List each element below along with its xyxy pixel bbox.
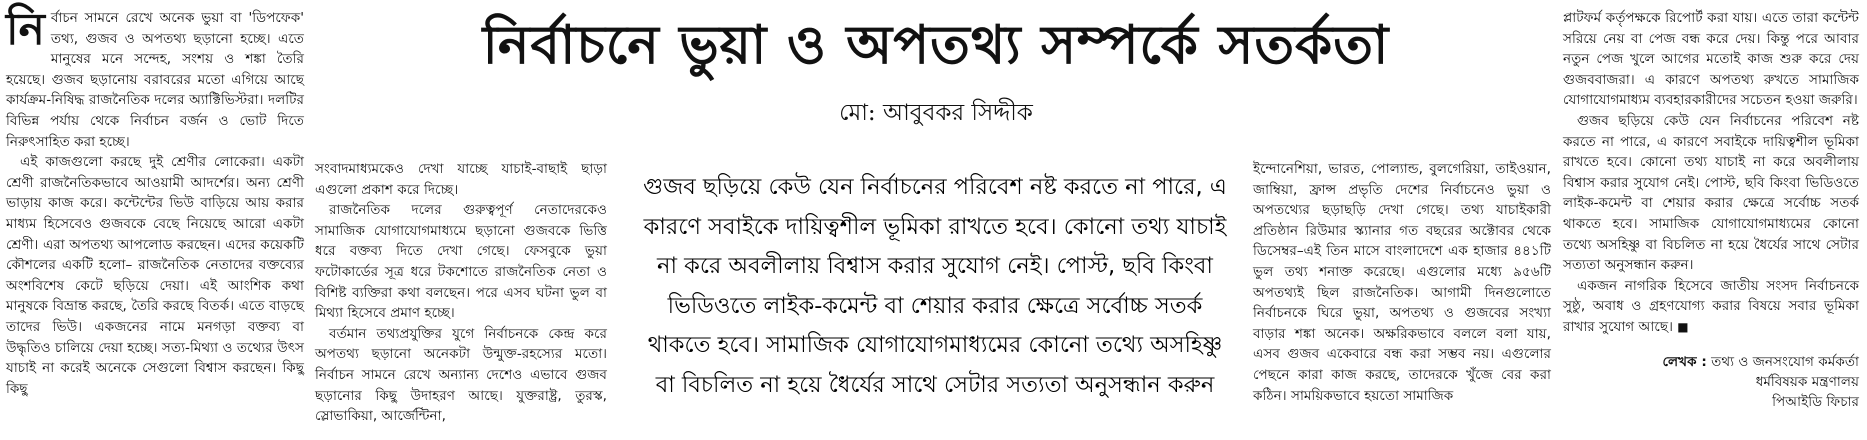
author-note — [1563, 352, 1859, 412]
article-column-2 — [315, 159, 607, 427]
column-5-paragraph-3 — [1563, 276, 1859, 338]
column-2-paragraph-1: সংবাদমাধ্যমকেও দেখা যাচ্ছে যাচাই-বাছাই ছাড়া এগুলো প্রকাশ করে দিচ্ছে। — [315, 161, 607, 198]
column-5-paragraph-3-text: একজন নাগরিক হিসেবে জাতীয় সংসদ নির্বাচনকে সুষ্ঠু, অবাধ ও গ্রহণযোগ্য করার বিষয়ে সবার ভূমিকা রাখার সুযোগ আছে। — [1563, 277, 1859, 335]
author-line-3: পিআইডি ফিচার — [1772, 393, 1859, 410]
pull-quote: গুজব ছড়িয়ে কেউ যেন নির্বাচনের পরিবেশ নষ্ট করতে না পারে, এ কারণে সবাইকে দায়িত্বশীল ভূমিকা রাখতে হবে। কোনো তথ্য যাচাই না করে অবলীলায় বিশ্বাস করার সুযোগ নেই। পোস্ট, ছবি কিংবা ভিডিওতে লাইক-কমেন্ট বা শেয়ার করার ক্ষেত্রে সর্বোচ্চ সতর্ক থাকতে হবে। সামাজিক যোগাযোগমাধ্যমের কোনো তথ্যে অসহিষ্ণু বা বিচলিত না হয়ে ধৈর্যের সাথে সেটার সত্যতা অনুসন্ধান করুন — [643, 174, 1227, 398]
article-column-1 — [6, 4, 304, 399]
article-byline: মো: আবুবকর সিদ্দীক — [839, 100, 1033, 126]
drop-cap: নি — [6, 4, 45, 55]
column-5-paragraph-2: গুজব ছড়িয়ে কেউ যেন নির্বাচনের পরিবেশ নষ্ট করতে না পারে, এ কারণে সবাইকে দায়িত্বশীল ভূমিকা রাখতে হবে। কোনো তথ্য যাচাই না করে অবলীলায় বিশ্বাস করার সুযোগ নেই। পোস্ট, ছবি কিংবা ভিডিওতে লাইক-কমেন্ট বা শেয়ার করার ক্ষেত্রে সর্বোচ্চ সতর্ক থাকতে হবে। সামাজিক যোগাযোগমাধ্যমের কোনো তথ্যে অসহিষ্ণু বা বিচলিত না হয়ে ধৈর্যের সাথে সেটার সত্যতা অনুসন্ধান করুন। — [1563, 112, 1859, 274]
column-1-paragraph-2: এই কাজগুলো করছে দুই শ্রেণীর লোকেরা। একটা শ্রেণী রাজনৈতিকভাবে আওয়ামী আদর্শের। অন্য শ্রেণী ভাড়ায় কাজ করে। কন্টেন্টের ভিউ বাড়িয়ে আয় করার মাধ্যম হিসেবেও গুজবকে বেছে নিয়েছে আরো একটা শ্রেণী। এরা অপতথ্য আপলোড করছেন। এদের কয়েকটি কৌশলের একটি হলো– রাজনৈতিক নেতাদের বক্তব্যের অংশবিশেষ কেটে ছড়িয়ে দেয়া। এই আংশিক কথা মানুষকে বিভ্রান্ত করছে, তৈরি করছে বিতর্ক। এতে বাড়ছে তাদের ভিউ। একজনের নামে মনগড়া বক্তব্য বা উদ্ধৃতিও চালিয়ে দেয়া হচ্ছে। সত্য-মিথ্যা ও তথ্যের উৎস যাচাই না করেই অনেকে সেগুলো বিশ্বাস করছেন। কিছু কিছু — [6, 154, 304, 397]
author-line-2: ধর্মবিষয়ক মন্ত্রণালয় — [1755, 373, 1859, 390]
column-1-paragraph-1-text: র্বাচন সামনে রেখে অনেক ভুয়া বা 'ডিপফেক' তথ্য, গুজব ও অপতথ্য ছড়ানো হচ্ছে। এতে মানুষের মনে সন্দেহ, সংশয় ও শঙ্কা তৈরি হয়েছে। গুজব ছড়ানোয় বরাবরের মতো এগিয়ে আছে কার্যক্রম-নিষিদ্ধ রাজনৈতিক দলের অ্যাক্টিভিস্টরা। দলটির বিভিন্ন পর্যায় থেকে নির্বাচন বর্জন ও ভোট দিতে নিরুৎসাহিত করা হচ্ছে। — [6, 10, 304, 150]
author-line-1 — [1563, 352, 1859, 372]
column-5-paragraph-1: প্লাটফর্ম কর্তৃপক্ষকে রিপোর্ট করা যায়। এতে তারা কন্টেন্ট সরিয়ে নেয় বা পেজ বন্ধ করে দেয়। কিন্তু পরে আবার নতুন পেজ খুলে আগের মতোই কাজ শুরু করে দেয় গুজববাজরা। এ কারণে অপতথ্য রুখতে সামাজিক যোগাযোগমাধ্যম ব্যবহারকারীদের সচেতন হওয়া জরুরি। — [1563, 10, 1859, 109]
column-2-paragraph-3: বর্তমান তথ্যপ্রযুক্তির যুগে নির্বাচনকে কেন্দ্র করে অপতথ্য ছড়ানো অনেকটা উন্মুক্ত-রহস্যের মতো। নির্বাচন সামনে রেখে অন্যান্য দেশেও এভাবে গুজব ছড়ানোর কিছু উদাহরণ আছে। যুক্তরাষ্ট্র, তুরস্ক, স্লোভাকিয়া, আর্জেন্টিনা, — [315, 325, 607, 425]
article-column-4 — [1253, 159, 1551, 406]
column-1-paragraph-1 — [6, 4, 304, 152]
column-4-paragraph-1: ইন্দোনেশিয়া, ভারত, পোল্যান্ড, বুলগেরিয়া, তাইওয়ান, জাম্বিয়া, ফ্রান্স প্রভৃতি দেশের নির্বাচনেও ভুয়া ও অপতথ্যের ছড়াছড়ি দেখা গেছে। তথ্য যাচাইকারী প্রতিষ্ঠান রিউমার স্ক্যানার গত বছরের অক্টোবর থেকে ডিসেম্বর–এই তিন মাসে বাংলাদেশে এক হাজার ৪৪১টি ভুল তথ্য শনাক্ত করেছে। এগুলোর মধ্যে ৯৫৬টি অপতথ্যই ছিল রাজনৈতিক। আগামী দিনগুলোতে নির্বাচনকে ঘিরে ভুয়া, অপতথ্য ও গুজবের সংখ্যা বাড়ার শঙ্কা অনেক। অক্ষরিকভাবে বললে বলা যায়, এসব গুজব একেবারে বন্ধ করা সম্ভব নয়। এগুলোর পেছনে কারা কাজ করছে, তাদেরকে খুঁজে বের করা কঠিন। সাময়িকভাবে হয়তো সামাজিক — [1253, 161, 1551, 404]
author-designation: তথ্য ও জনসংযোগ কর্মকর্তা — [1711, 353, 1859, 370]
author-label: লেখক : — [1662, 353, 1707, 370]
article-headline: নির্বাচনে ভুয়া ও অপতথ্য সম্পর্কে সতর্কতা — [482, 14, 1390, 76]
end-mark-icon: ■ — [1677, 319, 1689, 334]
article-column-5 — [1563, 8, 1859, 412]
column-2-paragraph-2: রাজনৈতিক দলের গুরুত্বপূর্ণ নেতাদেরকেও সামাজিক যোগাযোগমাধ্যমে ছড়ানো গুজবকে ভিত্তি ধরে বক্তব্য দিতে দেখা গেছে। ফেসবুকে ভুয়া ফটোকার্ডের সূত্র ধরে টকশোতে রাজনৈতিক নেতা ও বিশিষ্ট ব্যক্তিরা কথা বলছেন। পরে এসব ঘটনা ভুল বা মিথ্যা হিসেবে প্রমাণ হচ্ছে। — [315, 202, 607, 322]
